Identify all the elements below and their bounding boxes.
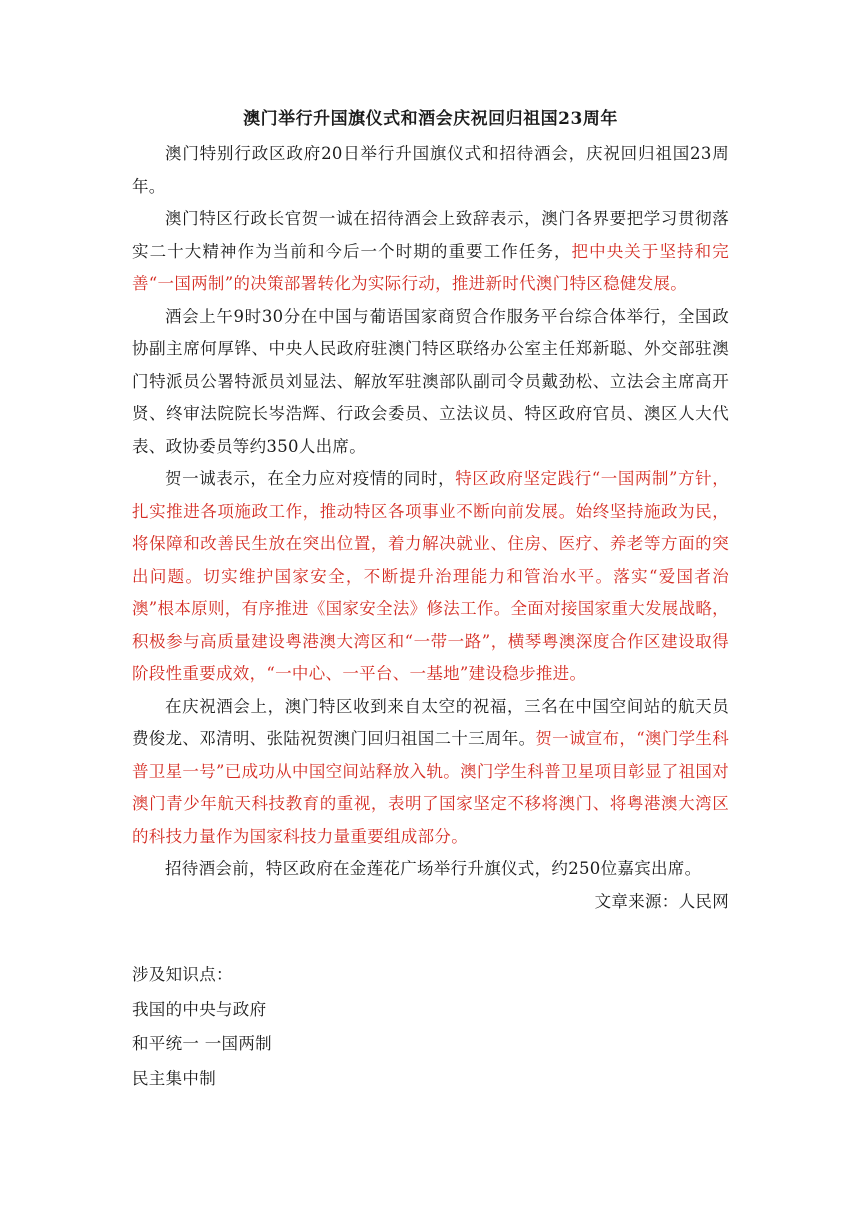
paragraph-6: 招待酒会前，特区政府在金莲花广场举行升旗仪式，约250位嘉宾出席。 (165, 859, 702, 878)
knowledge-item: 和平统一 一国两制 (132, 1034, 272, 1053)
paragraph-3: 酒会上午9时30分在中国与葡语国家商贸合作服务平台综合体举行，全国政协副主席何厚铧、中央人民政府驻澳门特区联络办公室主任郑新聪、外交部驻澳门特派员公署特派员刘显法、解放军驻澳部队副司令员戴劲松、立法会主席高开贤、终审法院院长岑浩辉、行政会委员、立法议员、特区政府官员、澳区人大代表、政协委员等约350人出席。 (132, 306, 729, 456)
document-page (132, 106, 729, 918)
paragraph-2-text: 澳门特区行政长官贺一诚在招待酒会上致辞表示，澳门各界要把学习贯彻落实二十大精神作为当前和今后一个时期的重要工作任务， (132, 209, 729, 261)
paragraph-5 (132, 691, 729, 854)
knowledge-item: 我国的中央与政府 (132, 999, 267, 1019)
paragraph-5-highlight: 贺一诚宣布，“澳门学生科普卫星一号”已成功从中国空间站释放入轨。澳门学生科普卫星项目彰显了祖国对澳门青少年航天科技教育的重视，表明了国家坚定不移将澳门、将粤港澳大湾区的科技力量作为国家科技力量重要组成部分。 (132, 729, 729, 846)
paragraph-4-text: 贺一诚表示，在全力应对疫情的同时， (165, 469, 456, 488)
paragraph-5-text: 在庆祝酒会上，澳门特区收到来自太空的祝福，三名在中国空间站的航天员费俊龙、邓清明、张陆祝贺澳门回归祖国二十三周年。 (132, 696, 729, 748)
knowledge-points (132, 958, 729, 1096)
paragraph-2-highlight: 把中央关于坚持和完善“一国两制”的决策部署转化为实际行动，推进新时代澳门特区稳健发展。 (132, 241, 730, 293)
paragraph-1: 澳门特别行政区政府20日举行升国旗仪式和招待酒会，庆祝回归祖国23周年。 (132, 144, 729, 196)
paragraph-4-highlight: 特区政府坚定践行“一国两制”方针，扎实推进各项施政工作，推动特区各项事业不断向前发展。始终坚持施政为民，将保障和改善民生放在突出位置，着力解决就业、住房、医疗、养老等方面的突出问题。切实维护国家安全，不断提升治理能力和管治水平。落实“爱国者治澳”根本原则，有序推进《国家安全法》修法工作。全面对接国家重大发展战略，积极参与高质量建设粤港澳大湾区和“一带一路”，横琴粤澳深度合作区建设取得阶段性重要成效，“一中心、一平台、一基地”建设稳步推进。 (132, 469, 729, 683)
knowledge-item: 民主集中制 (132, 1068, 216, 1088)
article-source: 文章来源：人民网 (594, 891, 729, 911)
paragraph-2 (132, 203, 729, 301)
knowledge-heading: 涉及知识点： (132, 965, 233, 984)
paragraph-4 (132, 463, 729, 691)
article-title: 澳门举行升国旗仪式和酒会庆祝回归祖国23周年 (243, 109, 618, 129)
